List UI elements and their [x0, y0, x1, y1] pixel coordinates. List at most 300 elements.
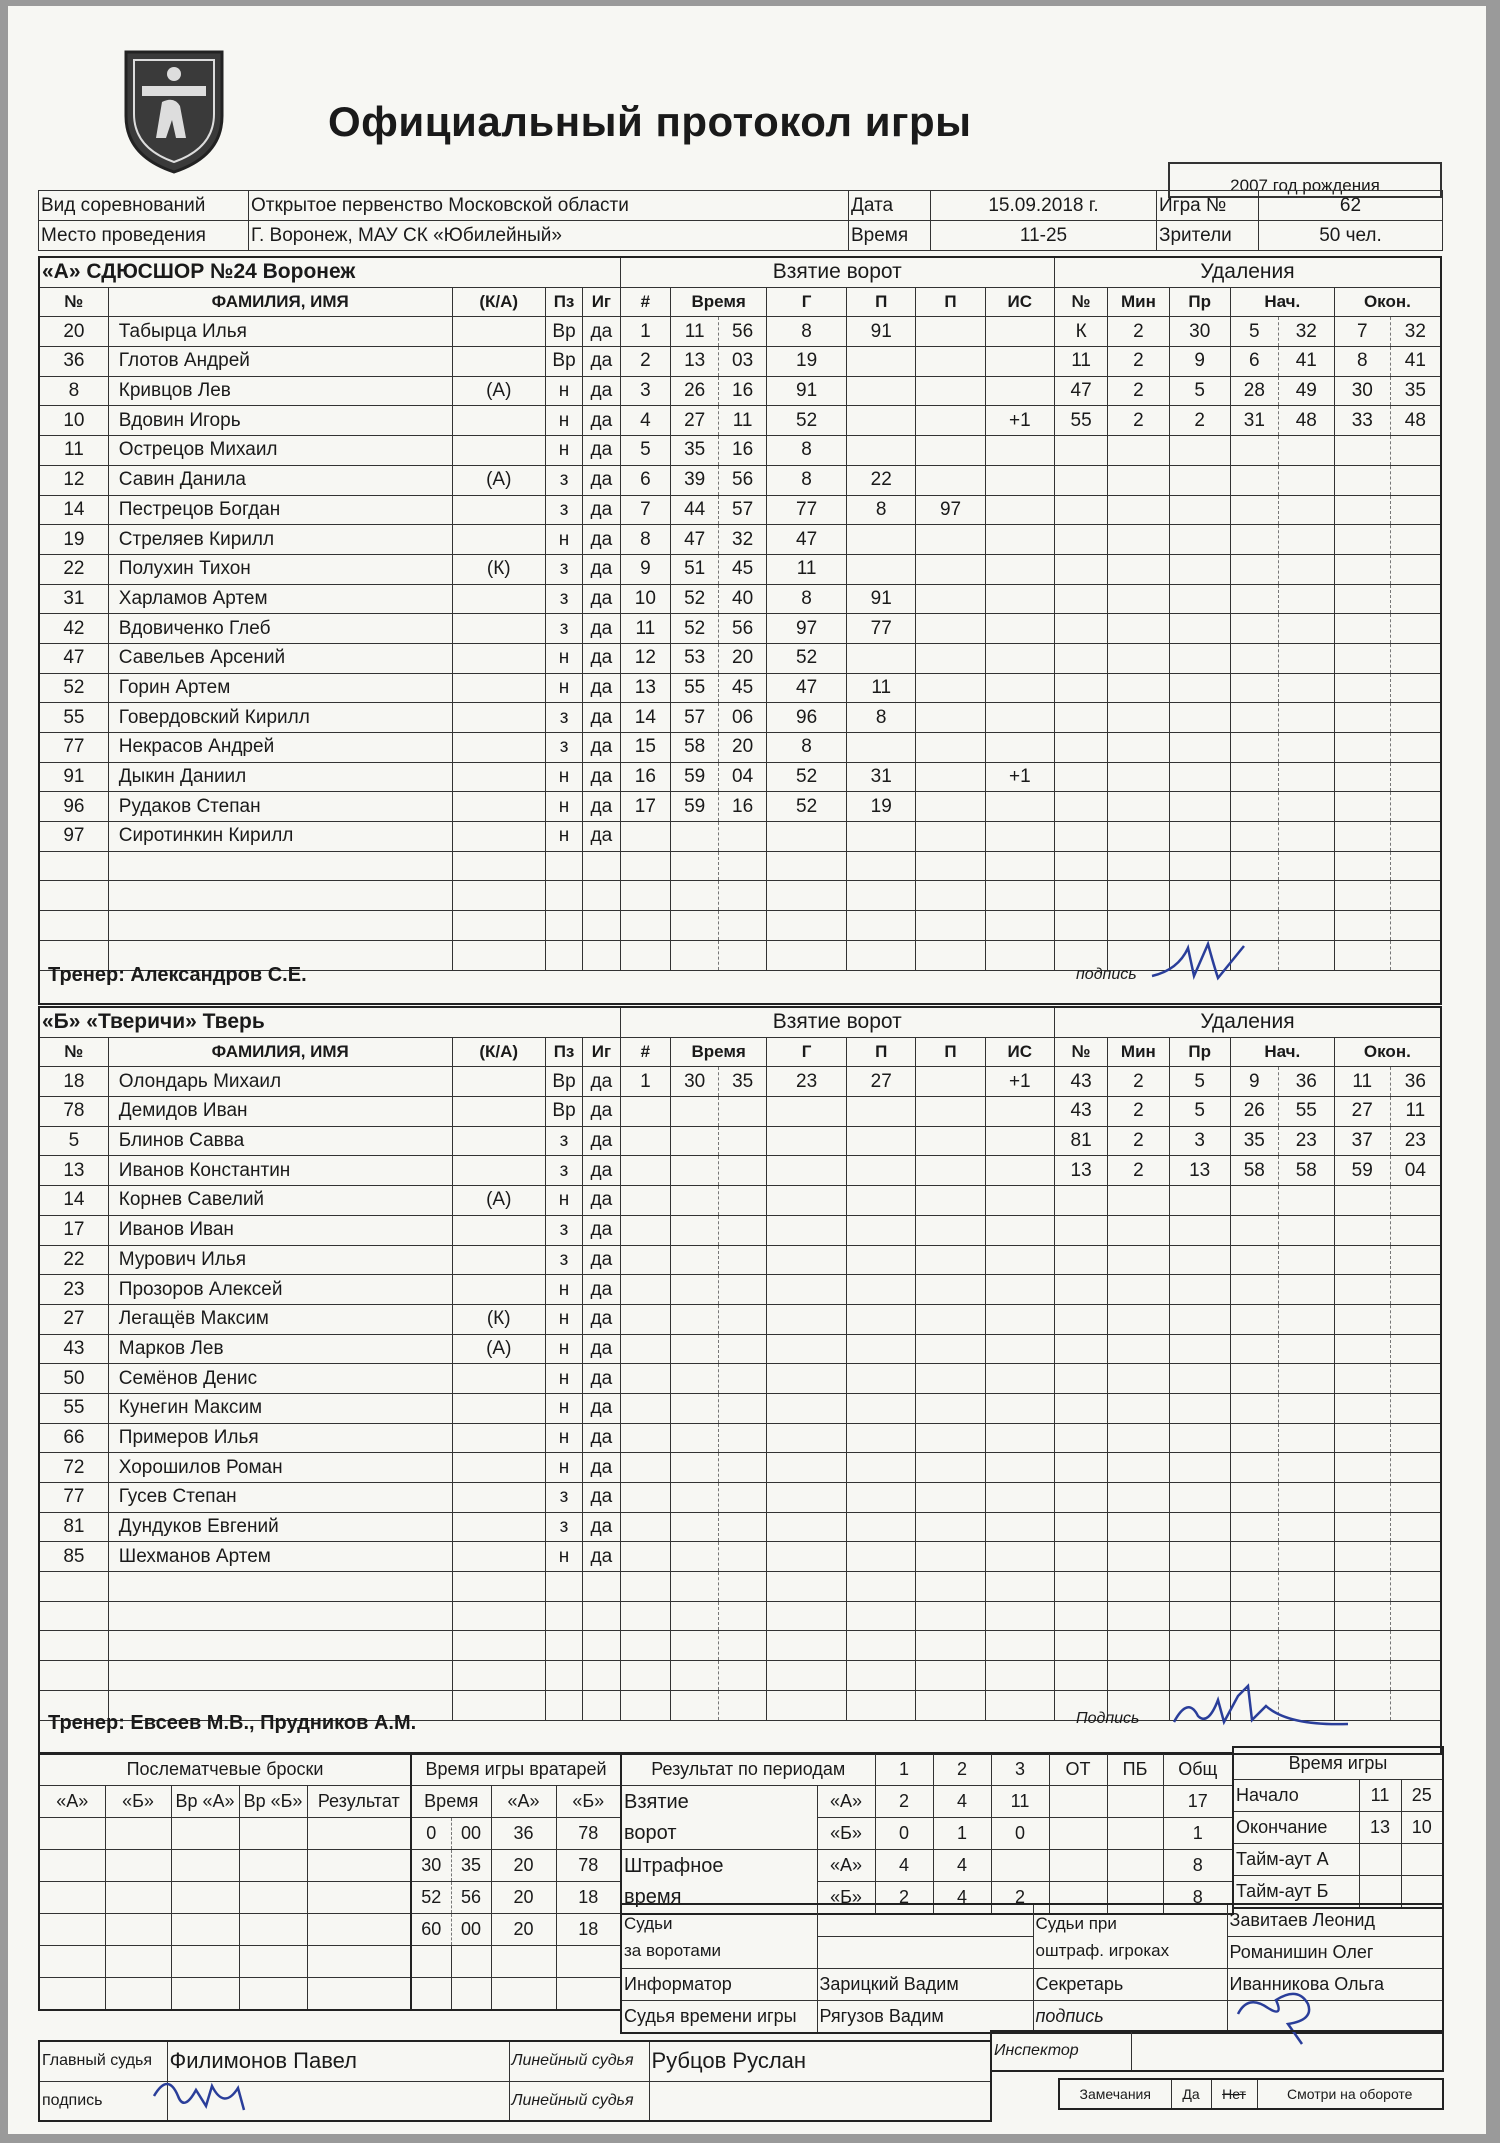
col-assist-2: П [916, 287, 985, 317]
player-name: Дундуков Евгений [108, 1512, 452, 1542]
goal-second: 20 [719, 733, 767, 763]
remarks-yes[interactable]: Да [1171, 2079, 1211, 2109]
pim-label-line1: Штрафное [624, 1854, 724, 1877]
player-played: да [583, 554, 620, 584]
team-name: «А» СДЮСШОР №24 Воронеж [39, 257, 620, 287]
goal-minute [671, 1364, 719, 1394]
goal-scorer: 8 [767, 465, 847, 495]
goal-assist-2 [916, 1601, 985, 1631]
player-name: Мурович Илья [108, 1245, 452, 1275]
penalty-end-min [1334, 822, 1390, 852]
goal-minute: 35 [671, 436, 719, 466]
penalty-start-sec: 48 [1278, 406, 1334, 436]
player-position: н [545, 1186, 582, 1216]
penalty-start-min [1230, 525, 1278, 555]
goals-label-line1: Взятие [624, 1790, 689, 1813]
goal-situation [985, 554, 1054, 584]
player-number [39, 1631, 108, 1661]
player-name: Демидов Иван [108, 1097, 452, 1127]
goal-scorer [767, 1512, 847, 1542]
player-name [108, 881, 452, 911]
penalty-reason [1169, 1186, 1230, 1216]
inspector-label: Инспектор [991, 2031, 1131, 2071]
player-number: 27 [39, 1304, 108, 1334]
penalty-judges-line2: оштраф. игроках [1035, 1940, 1170, 1960]
player-played [583, 1631, 620, 1661]
penalty-end-sec [1390, 1393, 1441, 1423]
penalty-end-sec [1390, 1690, 1441, 1720]
goal-minute [671, 1542, 719, 1572]
penalty-player [1054, 1601, 1107, 1631]
pim-a-p1: 4 [875, 1850, 933, 1882]
goal-index [620, 1215, 671, 1245]
penalty-end-min [1334, 792, 1390, 822]
game-start-hour: 11 [1359, 1780, 1401, 1812]
player-role [452, 1542, 545, 1572]
goal-assist-1: 91 [847, 317, 916, 347]
penalty-end-sec [1390, 1631, 1441, 1661]
penalty-minutes [1108, 1186, 1169, 1216]
goal-second: 56 [719, 614, 767, 644]
player-position: н [545, 1334, 582, 1364]
goal-assist-2 [916, 436, 985, 466]
penalties-section-title: Удаления [1054, 1007, 1441, 1037]
goal-assist-2 [916, 1334, 985, 1364]
penalty-end-min [1334, 1572, 1390, 1602]
player-number: 22 [39, 554, 108, 584]
player-number: 31 [39, 584, 108, 614]
penalty-player [1054, 1542, 1107, 1572]
goal-assist-1 [847, 525, 916, 555]
penalty-end-sec [1390, 792, 1441, 822]
penalty-start-min [1230, 1304, 1278, 1334]
goal-scorer [767, 1690, 847, 1720]
player-role [452, 1572, 545, 1602]
penalty-end-sec: 23 [1390, 1126, 1441, 1156]
player-row [39, 406, 1441, 436]
game-number-value: 62 [1259, 191, 1443, 221]
player-number: 50 [39, 1364, 108, 1394]
player-played: да [583, 436, 620, 466]
goal-assist-1 [847, 436, 916, 466]
player-number: 55 [39, 703, 108, 733]
player-name [108, 1631, 452, 1661]
penalty-minutes [1108, 1483, 1169, 1513]
penalty-minutes [1108, 1275, 1169, 1305]
penalty-start-sec [1278, 1275, 1334, 1305]
penalty-start-sec [1278, 881, 1334, 911]
player-played: да [583, 495, 620, 525]
goal-assist-1 [847, 1186, 916, 1216]
goal-minute [671, 1215, 719, 1245]
informer-label: Информатор [621, 1969, 817, 2001]
goalie-change-second: 56 [451, 1882, 491, 1914]
goalie-change-second: 00 [451, 1914, 491, 1946]
penalty-end-sec [1390, 1304, 1441, 1334]
goal-assist-1 [847, 1215, 916, 1245]
penalty-start-sec: 58 [1278, 1156, 1334, 1186]
penalty-player [1054, 525, 1107, 555]
player-role [452, 347, 545, 377]
player-number: 12 [39, 465, 108, 495]
goal-index: 14 [620, 703, 671, 733]
penalty-start-min [1230, 1393, 1278, 1423]
penalty-end-min [1334, 762, 1390, 792]
penalty-start-sec [1278, 1215, 1334, 1245]
goal-assist-2 [916, 376, 985, 406]
goal-assist-1: 8 [847, 703, 916, 733]
penalty-end-sec [1390, 1483, 1441, 1513]
penalty-end-min [1334, 1275, 1390, 1305]
goal-assist-1 [847, 347, 916, 377]
period-col-ot: ОТ [1049, 1753, 1107, 1786]
player-played: да [583, 1186, 620, 1216]
penalty-end-min [1334, 940, 1390, 970]
penalty-end-min [1334, 1304, 1390, 1334]
goal-scorer: 52 [767, 792, 847, 822]
goal-assist-2 [916, 1126, 985, 1156]
player-row [39, 1512, 1441, 1542]
timeout-a-label: Тайм-аут А [1233, 1844, 1359, 1876]
goal-second [719, 822, 767, 852]
col-assist-1: П [847, 1037, 916, 1067]
player-row [39, 317, 1441, 347]
player-name: Рудаков Степан [108, 792, 452, 822]
penalty-reason [1169, 851, 1230, 881]
goal-assist-1 [847, 376, 916, 406]
goal-scorer [767, 1631, 847, 1661]
pim-a-so [1107, 1850, 1163, 1882]
goal-index [620, 1334, 671, 1364]
player-played: да [583, 1126, 620, 1156]
penalty-start-min: 26 [1230, 1097, 1278, 1127]
goals-section-title: Взятие ворот [620, 257, 1054, 287]
player-position: з [545, 703, 582, 733]
goal-index: 16 [620, 762, 671, 792]
penalty-start-min [1230, 851, 1278, 881]
player-row [39, 881, 1441, 911]
player-row [39, 495, 1441, 525]
goal-situation [985, 1334, 1054, 1364]
goal-situation [985, 614, 1054, 644]
player-position: н [545, 762, 582, 792]
goal-scorer: 8 [767, 733, 847, 763]
goal-index [620, 1156, 671, 1186]
player-role [452, 673, 545, 703]
player-position: н [545, 1304, 582, 1334]
player-role [452, 643, 545, 673]
col-name: ФАМИЛИЯ, ИМЯ [108, 1037, 452, 1067]
goals-a-total: 17 [1163, 1786, 1233, 1818]
remarks-no[interactable]: Нет [1211, 2079, 1257, 2109]
player-row [39, 643, 1441, 673]
player-position: н [545, 1542, 582, 1572]
goal-situation [985, 703, 1054, 733]
penalty-minutes [1108, 1542, 1169, 1572]
goal-second [719, 1483, 767, 1513]
penalty-player [1054, 822, 1107, 852]
player-number [39, 911, 108, 941]
penalty-end-sec [1390, 584, 1441, 614]
goal-second [719, 1275, 767, 1305]
penalty-reason: 5 [1169, 1067, 1230, 1097]
goal-second: 35 [719, 1067, 767, 1097]
penalty-start-sec: 41 [1278, 347, 1334, 377]
penalty-start-sec [1278, 554, 1334, 584]
penalty-end-min [1334, 643, 1390, 673]
penalty-end-min [1334, 1215, 1390, 1245]
col-penalty-end: Окон. [1334, 1037, 1441, 1067]
goal-scorer [767, 911, 847, 941]
penalty-player: 43 [1054, 1097, 1107, 1127]
goal-assist-2 [916, 1483, 985, 1513]
penalty-end-sec: 41 [1390, 347, 1441, 377]
goal-situation [985, 1364, 1054, 1394]
penalty-end-sec [1390, 703, 1441, 733]
goal-assist-2 [916, 1215, 985, 1245]
goal-second [719, 1334, 767, 1364]
penalty-player [1054, 554, 1107, 584]
goal-second [719, 1453, 767, 1483]
goal-index: 4 [620, 406, 671, 436]
penalty-start-min: 31 [1230, 406, 1278, 436]
player-played: да [583, 1423, 620, 1453]
col-goal-index: # [620, 287, 671, 317]
player-position: з [545, 1126, 582, 1156]
goal-scorer [767, 1542, 847, 1572]
goal-situation [985, 1304, 1054, 1334]
goal-scorer [767, 1156, 847, 1186]
player-name: Харламов Артем [108, 584, 452, 614]
player-role [452, 792, 545, 822]
penalty-end-min [1334, 881, 1390, 911]
player-role [452, 1126, 545, 1156]
goal-minute [671, 1334, 719, 1364]
team-a-sign-label: подпись [1076, 966, 1137, 983]
penalty-start-min [1230, 1601, 1278, 1631]
goal-scorer [767, 940, 847, 970]
shootout-table [38, 1752, 412, 2011]
goal-second: 57 [719, 495, 767, 525]
penalty-reason [1169, 584, 1230, 614]
player-role [452, 1097, 545, 1127]
periods-pim-team-b: «Б» [817, 1882, 875, 1915]
penalty-end-min [1334, 703, 1390, 733]
penalty-minutes: 2 [1108, 317, 1169, 347]
penalty-reason [1169, 465, 1230, 495]
penalty-player [1054, 1215, 1107, 1245]
goal-assist-2 [916, 1423, 985, 1453]
player-position: з [545, 495, 582, 525]
player-row [39, 614, 1441, 644]
player-number: 36 [39, 347, 108, 377]
goal-assist-1: 91 [847, 584, 916, 614]
penalty-reason [1169, 1364, 1230, 1394]
player-number: 5 [39, 1126, 108, 1156]
penalty-judges-line1: Судьи при [1035, 1913, 1117, 1933]
goal-situation [985, 317, 1054, 347]
goal-assist-1: 31 [847, 762, 916, 792]
penalty-minutes: 2 [1108, 406, 1169, 436]
goal-minute [671, 822, 719, 852]
penalty-minutes: 2 [1108, 1097, 1169, 1127]
linesman2-label: Линейный судья [509, 2081, 649, 2121]
penalty-start-min [1230, 436, 1278, 466]
player-played: да [583, 317, 620, 347]
goal-assist-1 [847, 1393, 916, 1423]
player-played: да [583, 1215, 620, 1245]
penalty-end-sec [1390, 1334, 1441, 1364]
goal-assist-1: 77 [847, 614, 916, 644]
player-row [39, 1245, 1441, 1275]
penalty-player [1054, 1453, 1107, 1483]
penalty-end-min [1334, 1393, 1390, 1423]
penalty-end-min: 27 [1334, 1097, 1390, 1127]
col-penalty-number: № [1054, 287, 1107, 317]
col-penalty-number: № [1054, 1037, 1107, 1067]
penalty-player [1054, 1423, 1107, 1453]
penalty-start-sec [1278, 851, 1334, 881]
penalty-end-min [1334, 436, 1390, 466]
col-penalty-reason: Пр [1169, 287, 1230, 317]
pim-a-p2: 4 [933, 1850, 991, 1882]
player-row [39, 1067, 1441, 1097]
penalty-end-sec [1390, 1423, 1441, 1453]
penalty-reason: 3 [1169, 1126, 1230, 1156]
goal-assist-2 [916, 1364, 985, 1394]
goal-situation [985, 1186, 1054, 1216]
goals-section-title: Взятие ворот [620, 1007, 1054, 1037]
player-position: з [545, 465, 582, 495]
penalty-start-min [1230, 1215, 1278, 1245]
player-played [583, 851, 620, 881]
goal-index [620, 1542, 671, 1572]
penalty-start-sec [1278, 614, 1334, 644]
player-number [39, 1572, 108, 1602]
goal-assist-2 [916, 673, 985, 703]
goalie-change-second: 35 [451, 1850, 491, 1882]
goal-minute: 26 [671, 376, 719, 406]
shootout-col-gk-a: Вр «А» [171, 1786, 239, 1818]
penalty-player: 55 [1054, 406, 1107, 436]
goal-second [719, 1215, 767, 1245]
goal-second [719, 1245, 767, 1275]
penalty-minutes: 2 [1108, 347, 1169, 377]
goal-minute [671, 1275, 719, 1305]
penalty-player [1054, 1512, 1107, 1542]
col-goal-scorer: Г [767, 287, 847, 317]
player-name: Семёнов Денис [108, 1364, 452, 1394]
goal-second: 03 [719, 347, 767, 377]
penalty-reason [1169, 1453, 1230, 1483]
penalty-minutes [1108, 465, 1169, 495]
player-name: Глотов Андрей [108, 347, 452, 377]
player-name: Дыкин Даниил [108, 762, 452, 792]
periods-table [620, 1752, 1234, 1915]
penalty-player: 13 [1054, 1156, 1107, 1186]
goal-assist-1 [847, 1156, 916, 1186]
penalty-minutes [1108, 673, 1169, 703]
player-played: да [583, 614, 620, 644]
penalty-start-sec [1278, 1423, 1334, 1453]
player-number: 20 [39, 317, 108, 347]
col-penalty-minutes: Мин [1108, 287, 1169, 317]
goal-second: 20 [719, 643, 767, 673]
player-row [39, 1215, 1441, 1245]
player-row [39, 1542, 1441, 1572]
player-name: Савин Данила [108, 465, 452, 495]
penalty-start-min [1230, 1542, 1278, 1572]
goal-minute [671, 1483, 719, 1513]
pim-a-total: 8 [1163, 1850, 1233, 1882]
goal-index: 15 [620, 733, 671, 763]
goal-scorer: 52 [767, 643, 847, 673]
player-name: Иванов Константин [108, 1156, 452, 1186]
player-name: Савельев Арсений [108, 643, 452, 673]
goal-assist-2 [916, 703, 985, 733]
main-ref-signature [148, 2066, 268, 2122]
goal-assist-2 [916, 733, 985, 763]
goal-index [620, 1364, 671, 1394]
penalty-reason [1169, 703, 1230, 733]
penalty-player [1054, 643, 1107, 673]
goal-second: 06 [719, 703, 767, 733]
goals-b-ot [1049, 1818, 1107, 1850]
penalty-start-sec [1278, 911, 1334, 941]
player-played: да [583, 792, 620, 822]
player-played: да [583, 406, 620, 436]
goal-minute: 44 [671, 495, 719, 525]
penalty-end-sec [1390, 1601, 1441, 1631]
penalty-start-sec [1278, 1364, 1334, 1394]
goal-minute [671, 851, 719, 881]
goalie-change-minute: 30 [411, 1850, 451, 1882]
penalty-start-min: 5 [1230, 317, 1278, 347]
goal-second [719, 940, 767, 970]
timekeeper-value: Рягузов Вадим [817, 2001, 1033, 2034]
col-goal-index: # [620, 1037, 671, 1067]
penalty-end-min [1334, 1542, 1390, 1572]
goal-scorer [767, 1453, 847, 1483]
player-role [452, 1067, 545, 1097]
penalty-start-min [1230, 762, 1278, 792]
penalty-start-sec [1278, 762, 1334, 792]
penalty-minutes [1108, 525, 1169, 555]
penalty-end-min [1334, 1483, 1390, 1513]
goal-assist-1 [847, 554, 916, 584]
penalty-start-min [1230, 1423, 1278, 1453]
date-label: Дата [849, 191, 931, 221]
penalty-start-sec [1278, 584, 1334, 614]
player-row [39, 851, 1441, 881]
penalty-player [1054, 1186, 1107, 1216]
penalty-reason [1169, 881, 1230, 911]
goalie-change-minute: 60 [411, 1914, 451, 1946]
player-position [545, 1690, 582, 1720]
penalty-start-sec [1278, 525, 1334, 555]
player-role [452, 733, 545, 763]
goal-scorer: 8 [767, 436, 847, 466]
player-role: (А) [452, 465, 545, 495]
goal-second [719, 1631, 767, 1661]
linesman-value: Рубцов Руслан [649, 2041, 991, 2081]
goal-second: 16 [719, 376, 767, 406]
penalty-end-sec: 36 [1390, 1067, 1441, 1097]
penalty-end-sec [1390, 881, 1441, 911]
penalty-start-sec: 32 [1278, 317, 1334, 347]
penalty-start-min [1230, 1334, 1278, 1364]
player-name: Хорошилов Роман [108, 1453, 452, 1483]
